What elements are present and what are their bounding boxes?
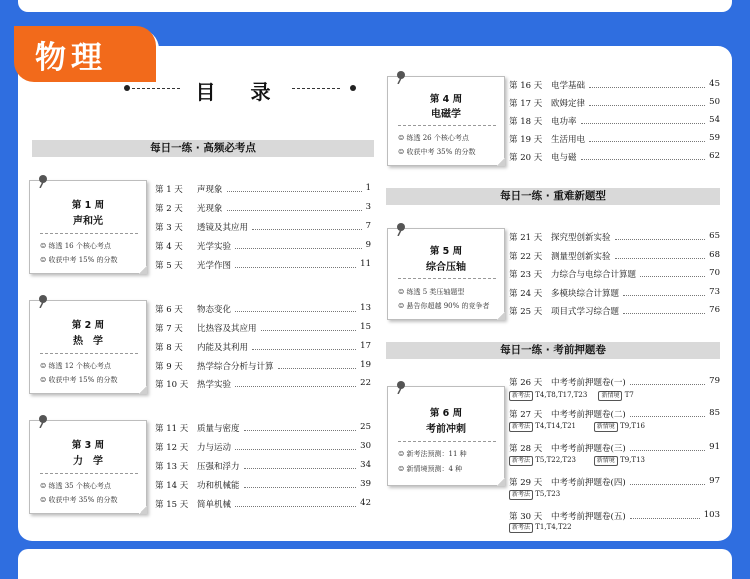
toc-title: 光学作图	[197, 261, 232, 271]
toc-entry[interactable]	[509, 408, 720, 420]
week-card	[29, 420, 147, 514]
toc-page-number: 68	[709, 250, 720, 260]
toc-leader-dots	[235, 311, 356, 312]
toc-title: 多模块综合计算题	[551, 289, 620, 299]
toc-leader-dots	[227, 210, 362, 211]
week-card	[29, 300, 147, 394]
toc-page-number: 50	[709, 97, 720, 107]
week-bullet: ☺ 练透 12 个核心考点	[40, 362, 111, 370]
toc-title: 功和机械能	[197, 481, 240, 491]
week-name: 声和光	[73, 216, 103, 227]
toc-entry[interactable]	[509, 79, 720, 91]
pushpin-icon	[394, 70, 408, 84]
pushpin-icon	[36, 174, 50, 188]
toc-page-number: 85	[709, 408, 720, 418]
toc-page-number: 30	[360, 441, 371, 451]
toc-leader-dots	[261, 330, 356, 331]
toc-title: 探究型创新实验	[551, 233, 611, 243]
toc-page-number: 42	[360, 498, 371, 508]
toc-page-number: 22	[360, 378, 371, 388]
title-dot	[350, 85, 356, 91]
tag-questions: T1,T4,T22	[535, 523, 572, 531]
week-card	[387, 228, 505, 320]
toc-day: 第 10 天	[155, 380, 189, 390]
toc-day: 第 17 天	[509, 99, 543, 109]
toc-day: 第 28 天	[509, 444, 543, 454]
tag-questions: T4,T8,T17,T23	[535, 391, 588, 399]
toc-title: 透镜及其应用	[197, 223, 249, 233]
toc-day: 第 7 天	[155, 324, 183, 334]
toc-leader-dots	[581, 123, 705, 124]
week-divider	[40, 233, 138, 234]
toc-entry[interactable]	[509, 115, 720, 127]
section-header-difficult: 每日一练 · 重难新题型	[386, 188, 720, 205]
toc-entry[interactable]	[509, 442, 720, 454]
toc-day: 第 16 天	[509, 81, 543, 91]
toc-entry[interactable]	[155, 341, 371, 353]
toc-leader-dots	[623, 295, 705, 296]
toc-page-number: 11	[360, 259, 371, 269]
toc-title: 中考考前押题卷(五)	[551, 512, 626, 522]
toc-title: 压强和浮力	[197, 462, 240, 472]
tag-questions: T7	[624, 391, 634, 399]
toc-title: 热学实验	[197, 380, 232, 390]
week-divider	[398, 278, 496, 279]
title-dot	[124, 85, 130, 91]
toc-page-number: 3	[365, 202, 371, 212]
tag-new-context: 新情境	[594, 422, 618, 432]
tag-questions: T9,T16	[620, 422, 645, 430]
exam-tag-row	[509, 456, 645, 466]
week-divider	[40, 473, 138, 474]
tag-questions: T5,T23	[535, 490, 561, 498]
pushpin-icon	[36, 294, 50, 308]
title-line	[292, 88, 340, 89]
exam-tag-row	[509, 422, 645, 432]
toc-day: 第 26 天	[509, 378, 543, 388]
page-fold	[497, 312, 505, 320]
toc-day: 第 30 天	[509, 512, 543, 522]
toc-leader-dots	[252, 229, 362, 230]
week-number: 第 1 周	[71, 200, 105, 211]
toc-title: 中考考前押题卷(三)	[551, 444, 626, 454]
toc-page-number: 34	[360, 460, 371, 470]
tag-new-method: 新考法	[509, 456, 533, 466]
toc-entry[interactable]	[155, 498, 371, 510]
week-name: 考前冲刺	[426, 424, 466, 435]
toc-entry[interactable]	[509, 231, 720, 243]
toc-day: 第 24 天	[509, 289, 543, 299]
toc-entry[interactable]	[155, 303, 371, 315]
toc-title: 声现象	[197, 185, 223, 195]
week-bullet: ☺ 练透 16 个核心考点	[40, 242, 111, 250]
pushpin-icon	[394, 222, 408, 236]
toc-leader-dots	[235, 267, 356, 268]
tag-questions: T5,T22,T23	[535, 456, 576, 464]
toc-title: 内能及其利用	[197, 343, 249, 353]
page-fold	[139, 506, 147, 514]
pushpin-icon	[394, 380, 408, 394]
week-bullet: ☺ 收获中考 35% 的分数	[40, 496, 118, 504]
toc-page-number: 13	[360, 303, 371, 313]
toc-entry[interactable]	[509, 250, 720, 262]
section-header-mock: 每日一练 · 考前押题卷	[386, 342, 720, 359]
toc-entry[interactable]	[155, 183, 371, 195]
week-divider	[398, 125, 496, 126]
toc-entry[interactable]	[155, 441, 371, 453]
week-card	[29, 180, 147, 274]
toc-leader-dots	[252, 349, 356, 350]
toc-entry[interactable]	[509, 97, 720, 109]
toc-title: 简单机械	[197, 500, 232, 510]
toc-entry[interactable]	[155, 259, 371, 271]
tag-questions: T4,T14,T21	[535, 422, 576, 430]
toc-day: 第 20 天	[509, 153, 543, 163]
page-fold	[139, 266, 147, 274]
toc-day: 第 19 天	[509, 135, 543, 145]
toc-leader-dots	[235, 386, 356, 387]
page-fold	[139, 386, 147, 394]
toc-leader-dots	[615, 239, 705, 240]
toc-leader-dots	[630, 384, 705, 385]
toc-page-number: 103	[703, 510, 720, 520]
toc-entry[interactable]	[509, 476, 720, 488]
week-name: 电磁学	[431, 109, 461, 120]
toc-day: 第 29 天	[509, 478, 543, 488]
week-number: 第 4 周	[429, 94, 463, 105]
toc-page-number: 91	[709, 442, 720, 452]
toc-page-number: 76	[709, 305, 720, 315]
tag-new-method: 新考法	[509, 422, 533, 432]
toc-leader-dots	[235, 449, 356, 450]
toc-leader-dots	[581, 159, 705, 160]
toc-page-number: 59	[709, 133, 720, 143]
toc-day: 第 4 天	[155, 242, 183, 252]
pushpin-icon	[36, 414, 50, 428]
top-page-strip	[18, 0, 732, 12]
toc-day: 第 6 天	[155, 305, 183, 315]
toc-entry[interactable]	[155, 479, 371, 491]
week-bullet: ☺ 收获中考 15% 的分数	[40, 376, 118, 384]
week-divider	[40, 353, 138, 354]
toc-entry[interactable]	[155, 422, 371, 434]
toc-entry[interactable]	[509, 376, 720, 388]
toc-title: 中考考前押题卷(二)	[551, 410, 626, 420]
week-bullet: ☺ 收获中考 35% 的分数	[398, 148, 476, 156]
toc-entry[interactable]	[509, 151, 720, 163]
tag-new-method: 新考法	[509, 391, 533, 401]
toc-leader-dots	[589, 87, 705, 88]
toc-page-number: 73	[709, 287, 720, 297]
toc-day: 第 13 天	[155, 462, 189, 472]
toc-day: 第 11 天	[155, 424, 189, 434]
toc-title: 测量型创新实验	[551, 252, 611, 262]
week-name: 力 学	[73, 456, 103, 467]
toc-entry[interactable]	[155, 240, 371, 252]
exam-tag-row	[509, 523, 572, 533]
toc-entry[interactable]	[155, 322, 371, 334]
subject-badge-label: 物理	[35, 40, 107, 76]
toc-title: 光学实验	[197, 242, 232, 252]
toc-title: 电功率	[551, 117, 577, 127]
toc-title-text: 目 录	[195, 80, 285, 104]
toc-day: 第 1 天	[155, 185, 183, 195]
toc-title: 热学综合分析与计算	[197, 362, 274, 372]
toc-page-number: 17	[360, 341, 371, 351]
toc-title: 物态变化	[197, 305, 232, 315]
toc-title: 比热容及其应用	[197, 324, 257, 334]
toc-leader-dots	[244, 430, 356, 431]
toc-leader-dots	[235, 506, 356, 507]
week-name: 热 学	[73, 336, 103, 347]
toc-title: 生活用电	[551, 135, 586, 145]
toc-day: 第 12 天	[155, 443, 189, 453]
week-bullet: ☺ 收获中考 15% 的分数	[40, 256, 118, 264]
week-bullet: ☺ 练透 5 类压轴题型	[398, 288, 465, 296]
toc-day: 第 23 天	[509, 270, 543, 280]
week-number: 第 3 周	[71, 440, 105, 451]
week-card	[387, 386, 505, 486]
week-bullet: ☺ 悬告你超越 90% 的竞争者	[398, 302, 490, 310]
week-divider	[398, 441, 496, 442]
week-bullet: ☺ 练透 35 个核心考点	[40, 482, 111, 490]
exam-tag-row	[509, 391, 634, 401]
toc-day: 第 14 天	[155, 481, 189, 491]
toc-page-number: 65	[709, 231, 720, 241]
toc-leader-dots	[278, 368, 356, 369]
toc-page-number: 1	[365, 183, 371, 193]
toc-day: 第 5 天	[155, 261, 183, 271]
week-card	[387, 76, 505, 166]
toc-leader-dots	[615, 258, 705, 259]
toc-entry[interactable]	[155, 378, 371, 390]
toc-entry[interactable]	[155, 202, 371, 214]
toc-entry[interactable]	[509, 305, 720, 317]
tag-new-context: 新情境	[598, 391, 622, 401]
toc-entry[interactable]	[509, 268, 720, 280]
week-bullet: ☺ 新考法预测：11 种	[398, 450, 467, 458]
tag-questions: T9,T13	[620, 456, 645, 464]
toc-day: 第 22 天	[509, 252, 543, 262]
toc-entry[interactable]	[509, 510, 720, 522]
week-bullet: ☺ 新情境预测：4 种	[398, 465, 463, 473]
toc-page-number: 70	[709, 268, 720, 278]
toc-leader-dots	[227, 191, 362, 192]
week-bullet: ☺ 练透 26 个核心考点	[398, 134, 469, 142]
tag-new-method: 新考法	[509, 523, 533, 533]
toc-day: 第 2 天	[155, 204, 183, 214]
toc-page-number: 7	[365, 221, 371, 231]
toc-title: 电学基础	[551, 81, 586, 91]
toc-page-number: 79	[709, 376, 720, 386]
toc-title: 光现象	[197, 204, 223, 214]
toc-page-number: 62	[709, 151, 720, 161]
tag-new-method: 新考法	[509, 490, 533, 500]
toc-title: 项目式学习综合题	[551, 307, 620, 317]
week-number: 第 2 周	[71, 320, 105, 331]
week-number: 第 5 周	[429, 246, 463, 257]
toc-entry[interactable]	[155, 221, 371, 233]
toc-day: 第 27 天	[509, 410, 543, 420]
toc-page-number: 9	[365, 240, 371, 250]
toc-title: 电与磁	[551, 153, 577, 163]
toc-title: 中考考前押题卷(四)	[551, 478, 626, 488]
toc-title: 欧姆定律	[551, 99, 586, 109]
bottom-page-strip	[18, 549, 732, 579]
page-fold	[497, 158, 505, 166]
toc-day: 第 3 天	[155, 223, 183, 233]
exam-tag-row	[509, 490, 560, 500]
toc-day: 第 8 天	[155, 343, 183, 353]
toc-page-number: 19	[360, 360, 371, 370]
toc-leader-dots	[244, 487, 356, 488]
toc-page-number: 97	[709, 476, 720, 486]
toc-entry[interactable]	[509, 133, 720, 145]
toc-day: 第 9 天	[155, 362, 183, 372]
toc-title: 力综合与电综合计算题	[551, 270, 637, 280]
page-fold	[497, 478, 505, 486]
toc-page-number: 54	[709, 115, 720, 125]
toc-leader-dots	[244, 468, 356, 469]
toc-leader-dots	[623, 313, 705, 314]
week-name: 综合压轴	[426, 262, 466, 273]
toc-day: 第 25 天	[509, 307, 543, 317]
toc-page-number: 39	[360, 479, 371, 489]
week-number: 第 6 周	[429, 408, 463, 419]
section-header-frequent: 每日一练 · 高频必考点	[32, 140, 374, 157]
toc-leader-dots	[589, 141, 705, 142]
toc-page-number: 15	[360, 322, 371, 332]
toc-leader-dots	[630, 484, 705, 485]
toc-day: 第 18 天	[509, 117, 543, 127]
toc-leader-dots	[589, 105, 705, 106]
toc-title: 力与运动	[197, 443, 232, 453]
toc-leader-dots	[235, 248, 362, 249]
toc-entry[interactable]	[509, 287, 720, 299]
toc-entry[interactable]	[155, 460, 371, 472]
toc-title: 中考考前押题卷(一)	[551, 378, 626, 388]
toc-title	[120, 74, 360, 104]
toc-leader-dots	[630, 518, 700, 519]
toc-title: 质量与密度	[197, 424, 240, 434]
toc-entry[interactable]	[155, 360, 371, 372]
tag-new-context: 新情境	[594, 456, 618, 466]
toc-day: 第 15 天	[155, 500, 189, 510]
toc-leader-dots	[630, 450, 705, 451]
title-line	[132, 88, 180, 89]
toc-day: 第 21 天	[509, 233, 543, 243]
toc-leader-dots	[640, 276, 705, 277]
toc-page-number: 45	[709, 79, 720, 89]
toc-leader-dots	[630, 416, 705, 417]
toc-page-number: 25	[360, 422, 371, 432]
